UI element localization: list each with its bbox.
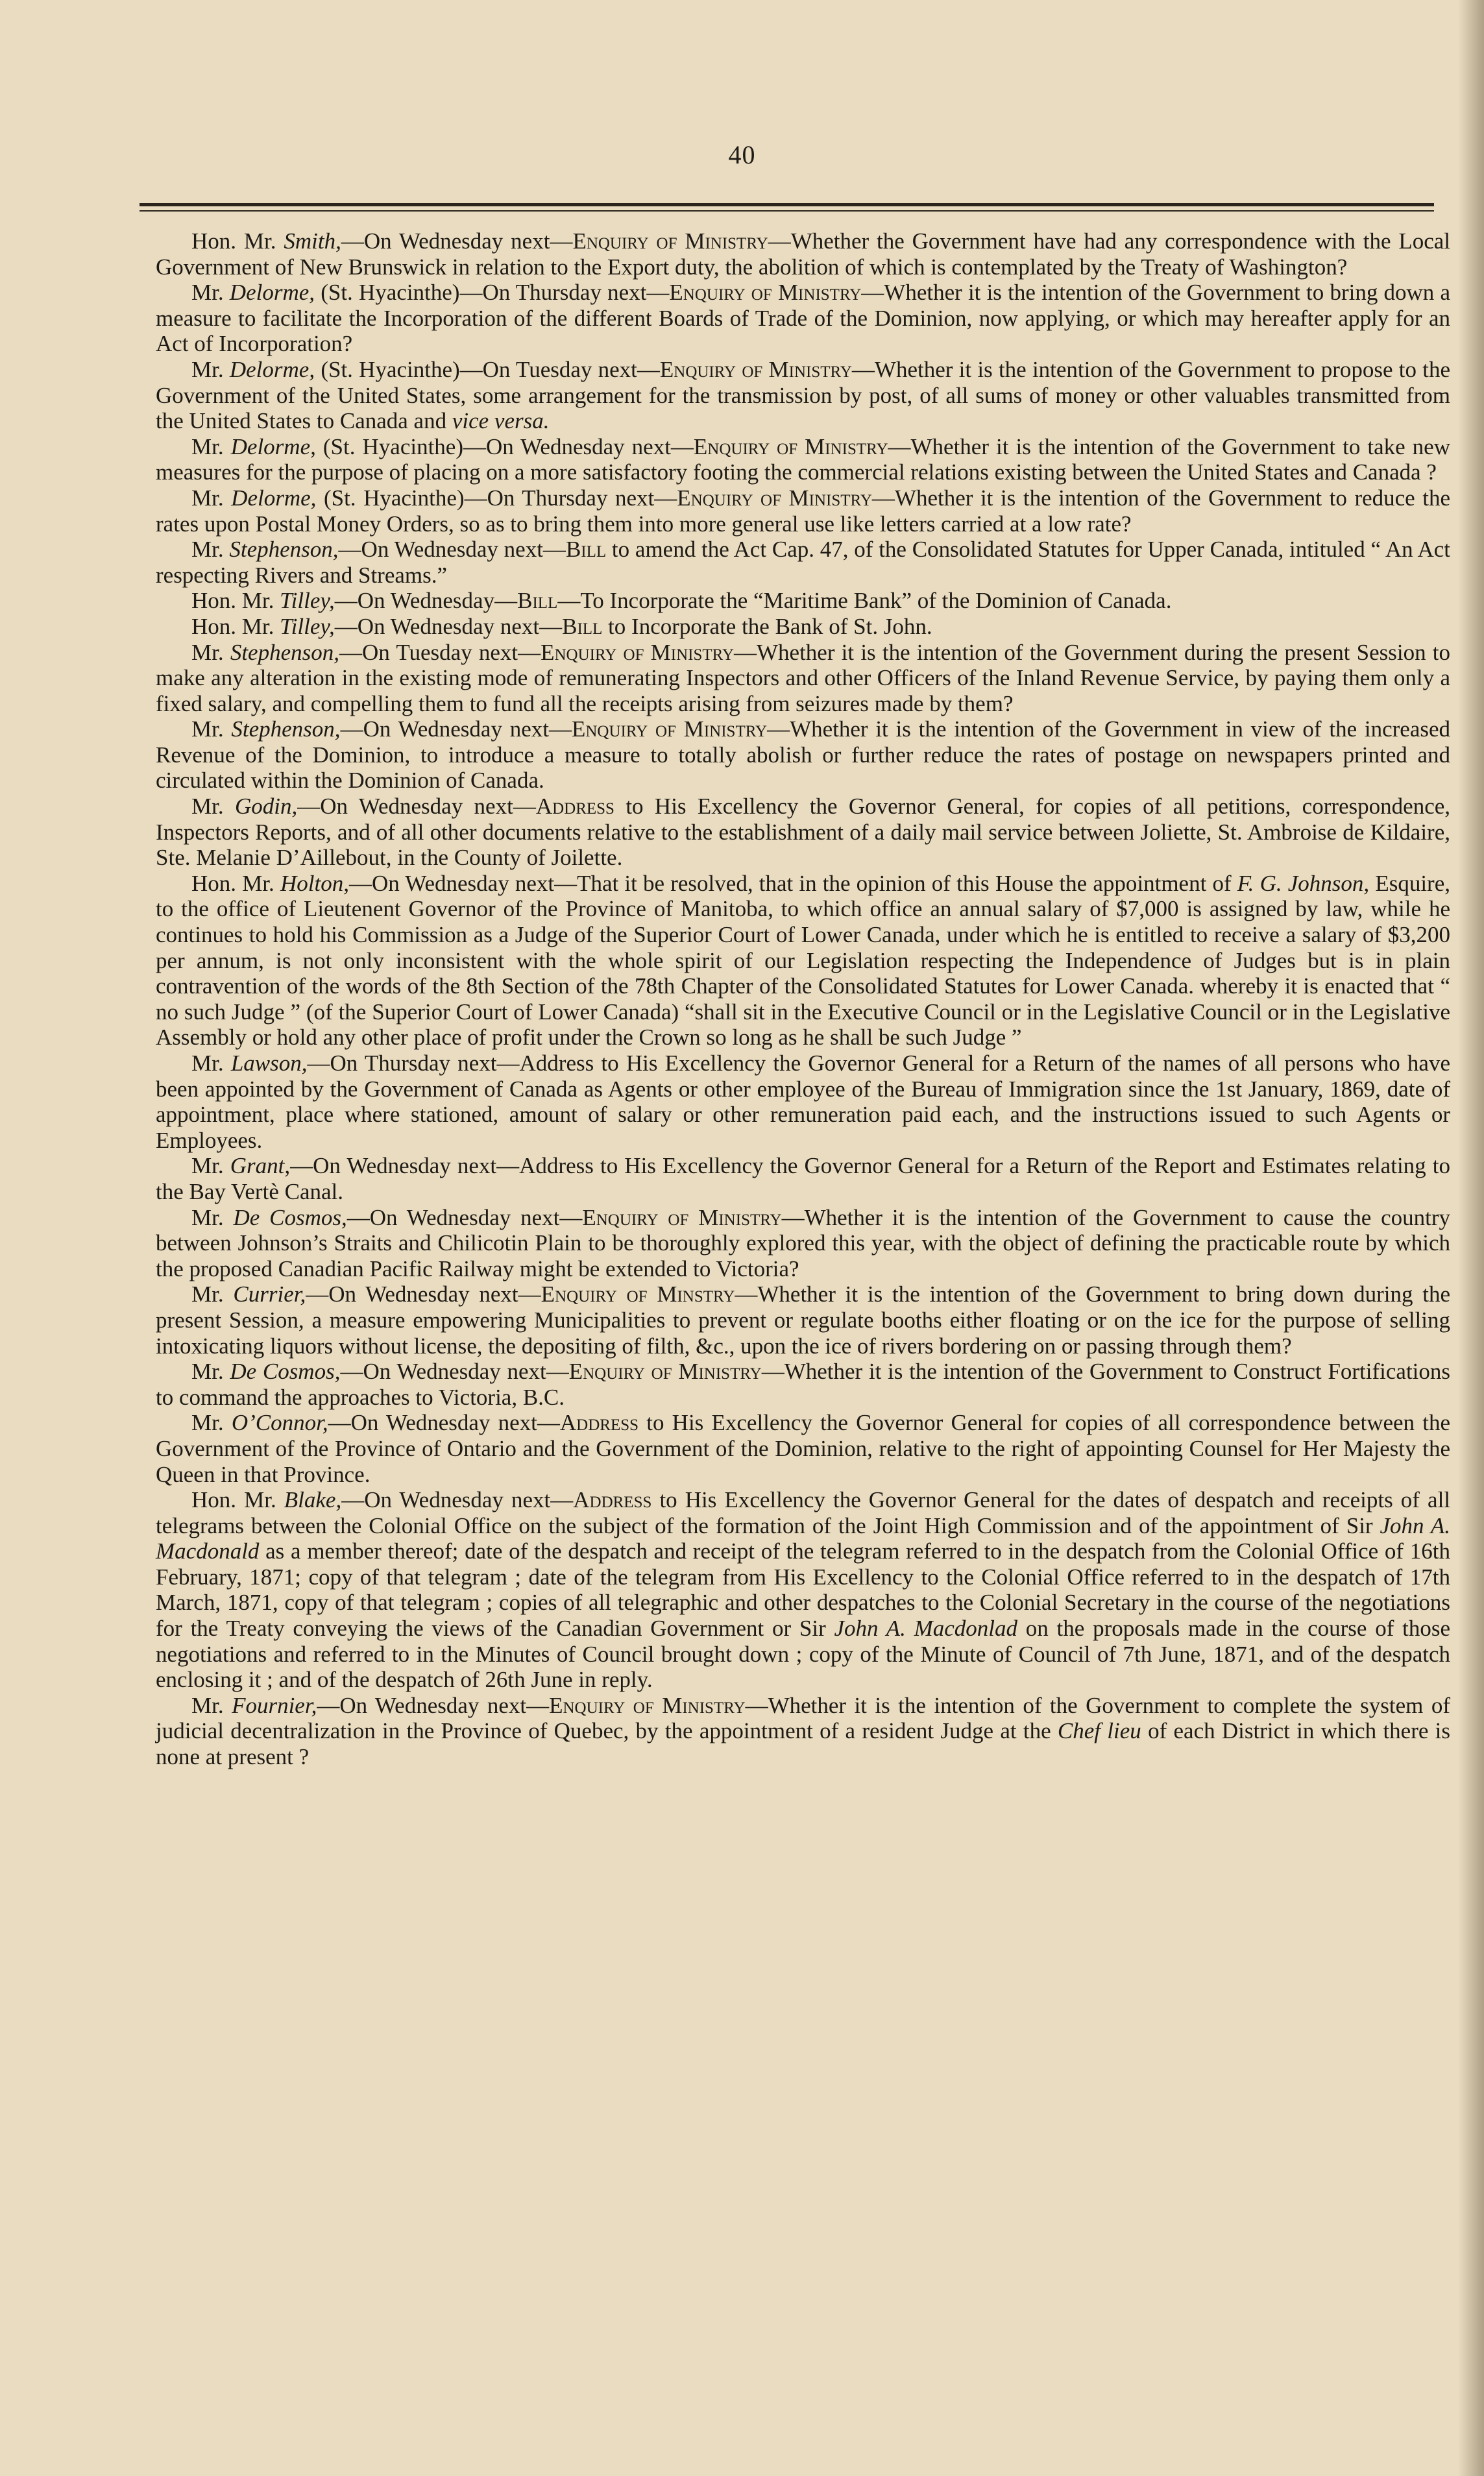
member-name: Delorme, [229, 356, 315, 382]
notice-kind: Address [559, 1410, 639, 1436]
member-name: Tilley, [280, 613, 335, 639]
member-title: Mr. [191, 537, 224, 563]
referenced-person-name: F. G. Johnson, [1237, 870, 1370, 896]
notice-text: —Whether it is the intention of the Government to complete the system of judicial decentralization in the Province of Quebec, by the appointment of a resident Judge at the [156, 1692, 1451, 1744]
notice-text: —Whether it is the intention of the Government to take new measures for the purpose of placing on a more satisfactory footing the commercial relations existing between the United States and Canada ? [156, 433, 1450, 485]
notice-kind: Bill [565, 537, 607, 563]
notice-entry [156, 1050, 1450, 1153]
notice-text: Esquire, to the office of Lieutenent Governor of the Province of Manitoba, to which office an annual salary of $7,000 is assigned by law, while he continues to hold his Commission as a Judge of the Superior Court of Lower Canada, under which he is entitled to receive a salary of $3,200 per annum, is not only inconsistent with the whole spirit of our Legislation respecting the Independence of Judges but is in plain contravention of the words of the 8th Section of the 78th Chapter of the Consolidated Statutes for Lower Canada. whereby it is enacted that “ no such Judge ” (of the Superior Court of Lower Canada) “shall sit in the Executive Council or in the Legislative Council or in the Legislative Assembly or hold any other place of profit under the Crown so long as he shall be such Judge ” [156, 870, 1450, 1050]
member-title: Hon. Mr. [191, 228, 276, 254]
notice-entry [156, 640, 1450, 717]
member-name: Tilley, [280, 588, 335, 614]
notice-entry [156, 537, 1450, 588]
notice-text-continued: as a member thereof; date of the despatch and receipt of the telegram referred to in the despatch from the Colonial Office of 16th February, 1871; copy of that telegram ; date of the telegram from His Excellency to the Colonial Office referred to in the despatch of 17th March, 1871, copy of that telegram ; copies of all telegraphic and other despatches to the Colonial Secretary in the course of the negotiations for the Treaty conveying the views of the Canadian Government or Sir [156, 1538, 1450, 1642]
notice-timing: —On Wednesday next— [347, 1204, 583, 1230]
referenced-person-name: John A. Macdonald [156, 1512, 1450, 1564]
notice-italic-phrase: Chef lieu [1057, 1718, 1141, 1744]
notice-text: —Whether it is the intention of the Government to reduce the rates upon Postal Money Orders, so as to bring them into more general use like letters carried at a low rate? [156, 485, 1451, 537]
notice-timing: (St. Hyacinthe)—On Tuesday next— [315, 356, 660, 382]
header-rule-thick [140, 203, 1434, 206]
notice-text: to His Excellency the Governor General for the dates of despatch and receipts of all telegrams between the Colonial Office on the subject of the formation of the Joint High Commission and of the appointment of Sir [156, 1487, 1451, 1538]
notice-timing: —On Wednesday next— [340, 716, 572, 742]
notice-kind: Enquiry of Ministry [677, 485, 872, 511]
notice-text: to amend the Act Cap. 47, of the Consolidated Statutes for Upper Canada, intituled “ An Act respecting Rivers and Streams.” [156, 537, 1450, 588]
notice-timing: —On Wednesday next—That it be resolved, that in the opinion of this House the appointment of [348, 870, 1237, 896]
member-title: Mr. [191, 1281, 224, 1307]
notice-text: —To Incorporate the “Maritime Bank” of the Dominion of Canada. [557, 588, 1172, 614]
member-name: O’Connor, [231, 1410, 328, 1436]
notice-kind: Enquiry of Ministry [693, 433, 888, 459]
member-name: Blake, [284, 1487, 342, 1513]
notice-kind: Enquiry of Ministry [659, 356, 852, 382]
notice-timing: —On Wednesday next— [328, 1410, 560, 1436]
page-number: 40 [728, 140, 756, 169]
notice-timing: (St. Hyacinthe)—On Thursday next— [315, 280, 670, 306]
notice-timing: —On Wednesday— [334, 588, 518, 614]
page-edge-shadow [1458, 0, 1484, 2476]
member-title: Mr. [191, 1692, 224, 1718]
member-title: Hon. Mr. [191, 613, 274, 639]
notice-text: to His Excellency the Governor General, for copies of all petitions, correspondence, Inspectors Reports, and of all other documents relative to the establishment of a daily mail service between Joliette, St. Ambroise de Kildaire, Ste. Melanie D’Aillebout, in the County of Joilette. [156, 794, 1451, 871]
member-name: De Cosmos, [230, 1359, 341, 1385]
notice-timing: —On Tuesday next— [339, 639, 541, 665]
notice-entry [156, 1693, 1450, 1770]
notice-entry [156, 871, 1450, 1050]
member-name: Smith, [284, 228, 341, 254]
notice-text: —Whether it is the intention of the Government in view of the increased Revenue of the Dominion, to introduce a measure to totally abolish or further reduce the rates of postage on newspapers printed and circulated within the Dominion of Canada. [156, 716, 1451, 794]
notice-italic-phrase: vice versa. [446, 408, 550, 434]
member-title: Hon. Mr. [191, 588, 274, 614]
member-name: Holton, [280, 870, 349, 896]
notice-kind: Bill [562, 613, 603, 639]
notice-timing: —On Wednesday next— [334, 613, 563, 639]
notice-entry [156, 280, 1450, 357]
member-title: Mr. [191, 1359, 224, 1385]
notice-kind: Address [573, 1487, 652, 1513]
member-title: Mr. [191, 356, 224, 382]
header-rule-thin [140, 210, 1434, 212]
notice-kind: Enquiry of Minstry [541, 1281, 735, 1307]
notice-text-continued: on the proposals made in the course of those negotiations and referred to in the Minutes of Council brought down ; copy of the Minute of Council of 7th June, 1871, and of the despatch enclosing it ; and of the despatch of 26th June in reply. [156, 1616, 1450, 1693]
notice-text: to Incorporate the Bank of St. John. [602, 613, 932, 639]
notice-entry [156, 1205, 1450, 1282]
notice-kind: Enquiry of Ministry [571, 716, 768, 742]
notice-entry [156, 614, 1450, 640]
member-name: Delorme, [229, 280, 315, 306]
member-title: Mr. [191, 1410, 224, 1436]
member-title: Mr. [191, 794, 224, 819]
member-name: Delorme, [230, 433, 316, 459]
notice-entry [156, 357, 1450, 434]
member-title: Mr. [191, 716, 224, 742]
notice-list [156, 228, 1450, 1770]
referenced-person-name: John A. Macdonlad [834, 1616, 1017, 1642]
notice-text: —Whether it is the intention of the Government during the present Session to make any alteration in the existing mode of remunerating Inspectors and other Officers of the Inland Revenue Service, by paying them only a fixed salary, and compelling them to fund all the receipts arising from seizures made by them? [156, 639, 1451, 716]
member-name: Lawson, [230, 1050, 308, 1076]
notice-entry [156, 485, 1450, 537]
member-name: Currier, [233, 1281, 306, 1307]
notice-entry [156, 434, 1450, 485]
notice-entry [156, 1410, 1450, 1487]
notice-text: —Whether it is the intention of the Government to cause the country between Johnson’s Straits and Chilicotin Plain to be thoroughly explored this year, with the object of defining the practicable route by which the proposed Canadian Pacific Railway might be extended to Victoria? [156, 1204, 1450, 1281]
notice-kind: Enquiry of Ministry [541, 639, 735, 665]
notice-text: —Whether it is the intention of the Government to propose to the Government of the United States, some arrangement for the transmission by post, of all sums of money or other valuables transmitted from the United States to Canada and [156, 356, 1450, 434]
member-title: Mr. [191, 1153, 224, 1179]
member-name: De Cosmos, [233, 1204, 347, 1230]
notice-timing: (St. Hyacinthe)—On Thursday next— [316, 485, 677, 511]
member-title: Hon. Mr. [191, 1487, 276, 1513]
notice-kind: Enquiry of Ministry [568, 1359, 762, 1385]
notice-timing: —On Wednesday next— [338, 537, 566, 563]
member-title: Mr. [191, 1050, 224, 1076]
notice-timing: —On Wednesday next— [306, 1281, 541, 1307]
notice-timing: —On Wednesday next— [317, 1692, 550, 1718]
notice-timing: —On Wednesday next— [297, 794, 536, 819]
notice-text: —Whether it is the intention of the Government to bring down during the present Session, a measure empowering Municipalities to prevent or regulate booths either floating or on the ice for the purpose of selling intoxicating liquors without license, the depositing of filth, &c., upon the ice of rivers bordering on or passing through them? [156, 1281, 1451, 1359]
notice-timing: —On Wednesday next— [340, 1359, 569, 1385]
notice-timing: (St. Hyacinthe)—On Wednesday next— [315, 433, 694, 459]
member-name: Stephenson, [231, 716, 341, 742]
notice-kind: Enquiry of Ministry [669, 280, 862, 306]
notice-kind: Enquiry of Ministry [582, 1204, 782, 1230]
member-title: Mr. [191, 280, 224, 306]
notice-entry [156, 716, 1450, 794]
member-title: Mr. [191, 433, 224, 459]
notice-text: to His Excellency the Governor General for copies of all correspondence between the Government of the Province of Ontario and the Government of the Dominion, relative to the right of appointing Counsel for Her Majesty the Queen in that Province. [156, 1410, 1451, 1487]
member-title: Mr. [191, 1204, 224, 1230]
notice-entry [156, 228, 1450, 280]
notice-text: —On Thursday next—Address to His Excellency the Governor General for a Return of the names of all persons who have been appointed by the Government of Canada as Agents or other employee of the Bureau of Immigration since the 1st January, 1869, date of appointment, place where stationed, amount of salary or other remuneration paid each, and the instructions issued to such Agents or Employees. [156, 1050, 1451, 1153]
notice-entry [156, 794, 1450, 871]
notice-entry [156, 1281, 1450, 1359]
notice-text: —Whether it is the intention of the Government to bring down a measure to facilitate the Incorporation of the different Boards of Trade of the Dominion, now applying, or which may hereafter apply for an Act of Incorporation? [156, 280, 1451, 357]
notice-text: —On Wednesday next—Address to His Excellency the Governor General for a Return of the Report and Estimates relating to the Bay Vertè Canal. [156, 1153, 1450, 1204]
notice-kind: Address [535, 794, 614, 819]
notice-text: —Whether the Government have had any correspondence with the Local Government of New Brunswick in relation to the Export duty, the abolition of which is contemplated by the Treaty of Washington? [156, 228, 1451, 280]
notice-entry [156, 1359, 1450, 1410]
notice-entry [156, 1487, 1450, 1693]
member-name: Delorme, [231, 485, 317, 511]
notice-entry [156, 1153, 1450, 1204]
member-name: Godin, [234, 794, 298, 819]
notice-text-continued: of each District in which there is none at present ? [156, 1718, 1451, 1770]
member-name: Stephenson, [230, 639, 339, 665]
member-name: Fournier, [232, 1692, 317, 1718]
notice-kind: Bill [517, 588, 558, 614]
notice-entry [156, 588, 1450, 614]
notice-timing: —On Wednesday next— [341, 1487, 574, 1513]
notice-timing: —On Wednesday next— [341, 228, 573, 254]
member-title: Hon. Mr. [191, 870, 274, 896]
member-title: Mr. [191, 639, 224, 665]
notice-kind: Enquiry of Ministry [572, 228, 768, 254]
member-name: Stephenson, [229, 537, 339, 563]
notice-kind: Enquiry of Ministry [549, 1692, 746, 1718]
member-name: Grant, [230, 1153, 291, 1179]
member-title: Mr. [191, 485, 224, 511]
notice-text: —Whether it is the intention of the Government to Construct Fortifications to command the approaches to Victoria, B.C. [156, 1359, 1451, 1410]
